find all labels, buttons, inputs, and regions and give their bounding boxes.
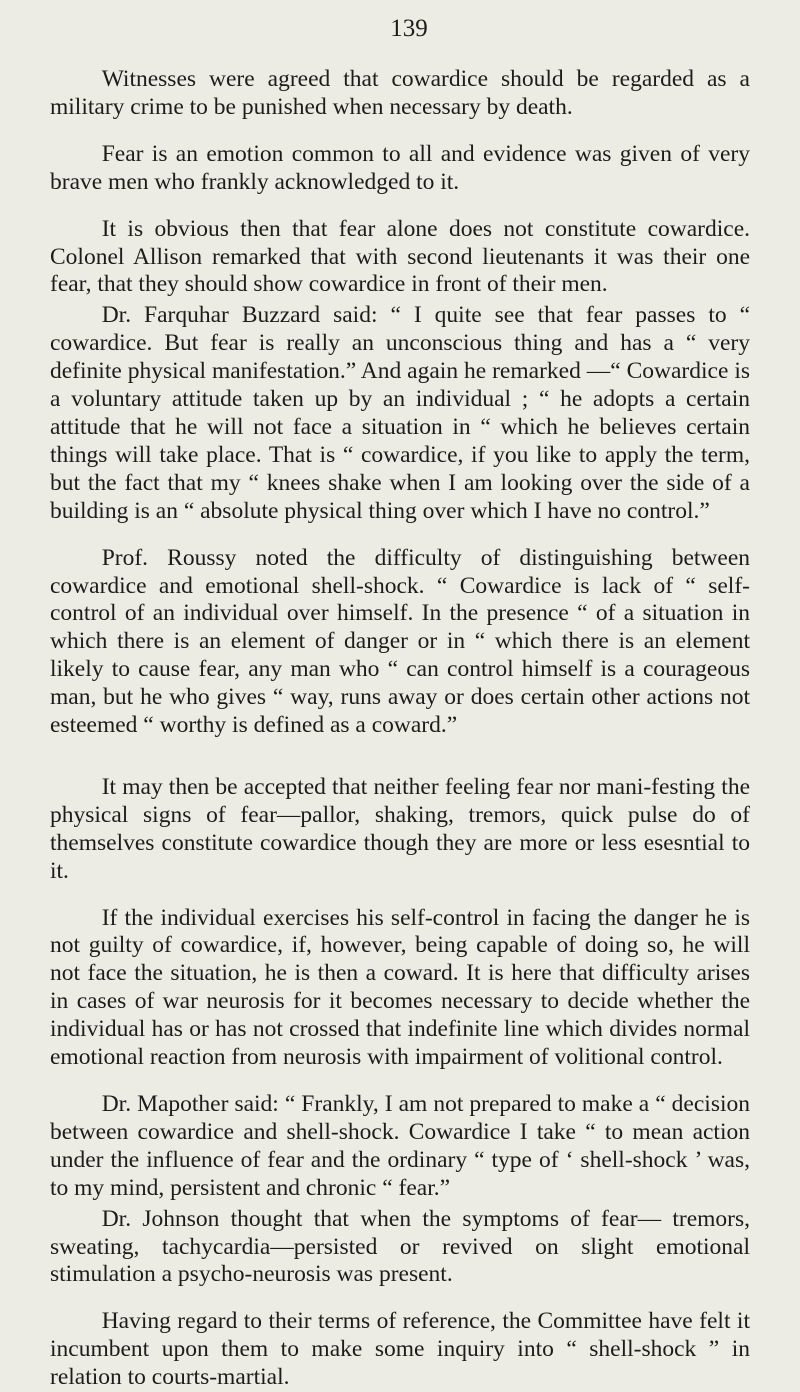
page-number: 139 bbox=[390, 15, 428, 42]
paragraph-fear-emotion: Fear is an emotion common to all and evidence was given of very brave men who frankly acknowledged to it. bbox=[50, 140, 750, 195]
paragraph-buzzard-quote: Dr. Farquhar Buzzard said: “ I quite see that fear passes to “ cowardice. But fear is really an unconscious thing and has a “ very definite physical manifestation.” And again he remarked —“ Cowardice is a voluntary attitude taken up by an individual ; “ he adopts a certain attitude that he will not face a situation in “ which he believes certain things will take place. That is “ cowardice, if you like to apply the term, but the fact that my “ knees shake when I am looking over the side of a building is an “ absolute physical thing over which I have no control.” bbox=[50, 302, 750, 524]
paragraph-roussy-quote: Prof. Roussy noted the difficulty of distinguishing between cowardice and emotional shell-shock. “ Cowardice is lack of “ self-control of an individual over himself. In the presence “ of a situation in which there is an element of danger or in “ which there is an element likely to cause fear, any man who “ can control himself is a courageous man, but he who gives “ way, runs away or does certain other actions not esteemed “ worthy is defined as a coward.” bbox=[50, 544, 750, 739]
paragraph-johnson: Dr. Johnson thought that when the symptoms of fear— tremors, sweating, tachycardia—persisted or revived on slight emotional stimulation a psycho-neurosis was present. bbox=[50, 1205, 750, 1288]
paragraph-committee: Having regard to their terms of reference, the Committee have felt it incumbent upon them to make some inquiry into “ shell-shock ” in relation to courts-martial. bbox=[50, 1308, 750, 1391]
paragraph-self-control: If the individual exercises his self-control in facing the danger he is not guilty of cowardice, if, however, being capable of doing so, he will not face the situation, he is then a coward. It is here that difficulty arises in cases of war neurosis for it becomes necessary to decide whether the individual has or has not crossed that indefinite line which divides normal emotional reaction from neurosis with impairment of volitional control. bbox=[50, 904, 750, 1071]
paragraph-physical-signs: It may then be accepted that neither feeling fear nor mani-festing the physical signs of fear—pallor, shaking, tremors, quick pulse do of themselves constitute cowardice though they are more or less esesntial to it. bbox=[50, 773, 750, 884]
paragraph-mapother-quote: Dr. Mapother said: “ Frankly, I am not prepared to make a “ decision between cowardice and shell-shock. Cowardice I take “ to mean action under the influence of fear and the ordinary “ type of ‘ shell-shock ’ was, to my mind, persistent and chronic “ fear.” bbox=[50, 1091, 750, 1201]
paragraph-fear-alone: It is obvious then that fear alone does not constitute cowardice. Colonel Allison remarked that with second lieutenants it was their one fear, that they should show cowardice in front of their men. bbox=[50, 215, 750, 298]
paragraph-cowardice-crime: Witnesses were agreed that cowardice should be regarded as a military crime to be punished when necessary by death. bbox=[50, 66, 750, 120]
